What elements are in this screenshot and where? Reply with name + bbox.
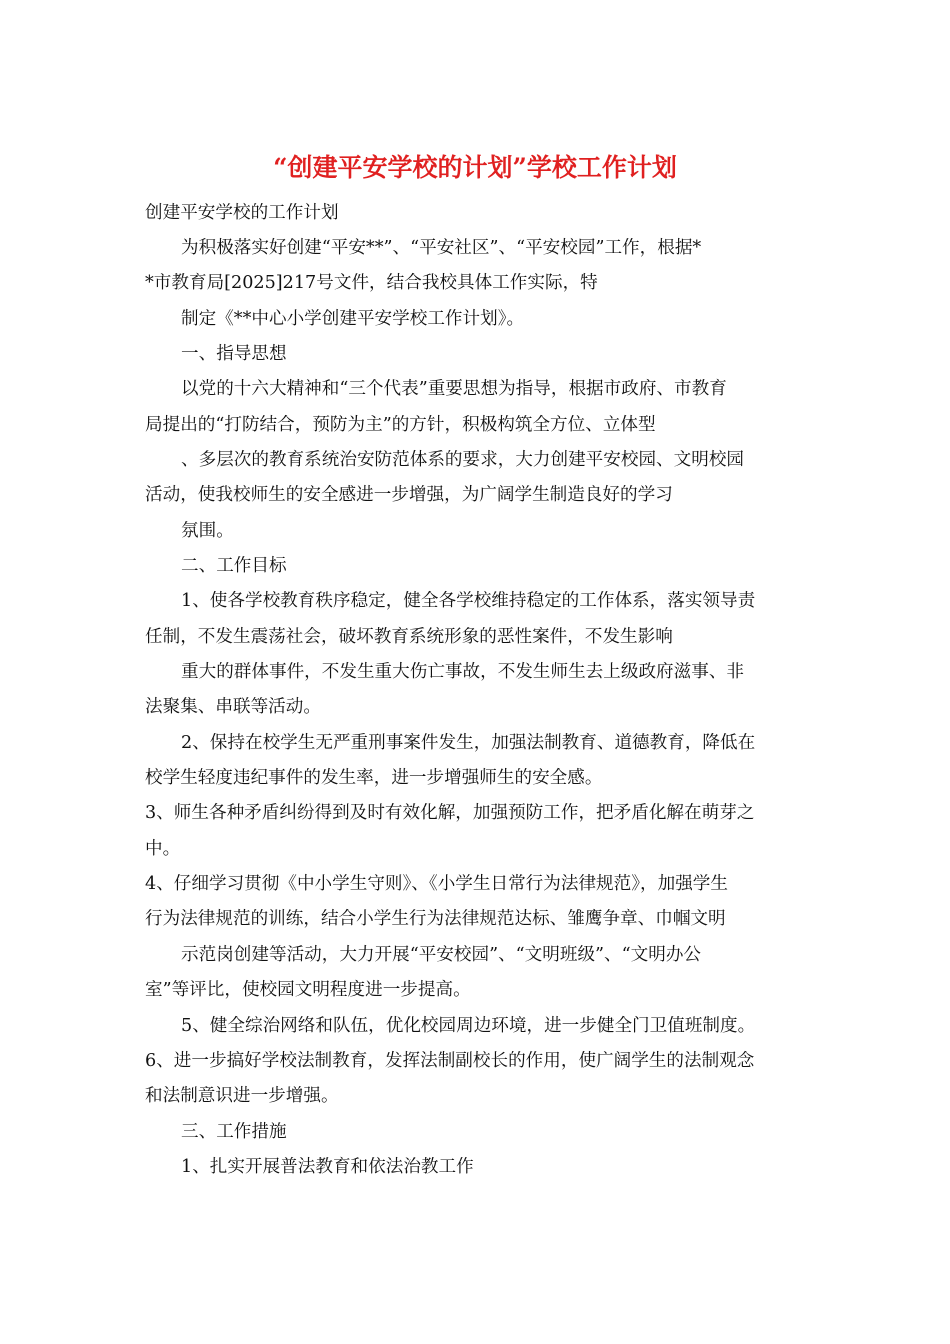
document-title: “创建平安学校的计划”学校工作计划	[273, 153, 677, 182]
paragraph-line: 2、保持在校学生无严重刑事案件发生，加强法制教育、道德教育，降低在	[181, 733, 756, 753]
paragraph-line: 5、健全综治网络和队伍，优化校园周边环境，进一步健全门卫值班制度。	[181, 1016, 756, 1036]
paragraph-line: 室”等评比，使校园文明程度进一步提高。	[145, 980, 471, 1000]
paragraph-line: 和法制意识进一步增强。	[145, 1086, 339, 1106]
paragraph-line: 6、进一步搞好学校法制教育，发挥法制副校长的作用，使广阔学生的法制观念	[145, 1051, 755, 1071]
paragraph-line: 重大的群体事件，不发生重大伤亡事故，不发生师生去上级政府滋事、非	[181, 662, 745, 682]
paragraph-line: 任制，不发生震荡社会，破坏教育系统形象的恶性案件，不发生影响	[145, 627, 673, 647]
section-heading: 二、工作目标	[181, 556, 287, 576]
paragraph-line: 法聚集、串联等活动。	[145, 697, 321, 717]
paragraph-line: 示范岗创建等活动，大力开展“平安校园”、“文明班级”、“文明办公	[181, 945, 702, 965]
paragraph-line: 1、使各学校教育秩序稳定，健全各学校维持稳定的工作体系，落实领导责	[181, 591, 756, 611]
paragraph-line: 、多层次的教育系统治安防范体系的要求，大力创建平安校园、文明校园	[181, 450, 745, 470]
paragraph-line: 局提出的“打防结合，预防为主”的方针，积极构筑全方位、立体型	[145, 415, 656, 435]
section-heading: 三、工作措施	[181, 1122, 287, 1142]
paragraph-line: 氛围。	[181, 521, 234, 541]
paragraph-line: 行为法律规范的训练，结合小学生行为法律规范达标、雏鹰争章、巾帼文明	[145, 909, 726, 929]
paragraph-line: 制定《**中心小学创建平安学校工作计划》。	[181, 309, 525, 329]
paragraph-line: 1、扎实开展普法教育和依法治教工作	[181, 1157, 474, 1177]
paragraph-line: 中。	[145, 839, 181, 859]
paragraph-line: *市教育局[2025]217号文件，结合我校具体工作实际，特	[145, 273, 598, 293]
paragraph-line: 校学生轻度违纪事件的发生率，进一步增强师生的安全感。	[145, 768, 603, 788]
paragraph-line: 为积极落实好创建“平安**”、“平安社区”、“平安校园”工作，根据*	[181, 238, 702, 258]
section-heading: 一、指导思想	[181, 344, 287, 364]
subtitle-line: 创建平安学校的工作计划	[145, 203, 339, 223]
paragraph-line: 3、师生各种矛盾纠纷得到及时有效化解，加强预防工作，把矛盾化解在萌芽之	[145, 803, 755, 823]
paragraph-line: 以党的十六大精神和“三个代表”重要思想为指导，根据市政府、市教育	[181, 379, 727, 399]
paragraph-line: 活动，使我校师生的安全感进一步增强，为广阔学生制造良好的学习	[145, 485, 673, 505]
paragraph-line: 4、仔细学习贯彻《中小学生守则》、《小学生日常行为法律规范》，加强学生	[145, 874, 728, 894]
